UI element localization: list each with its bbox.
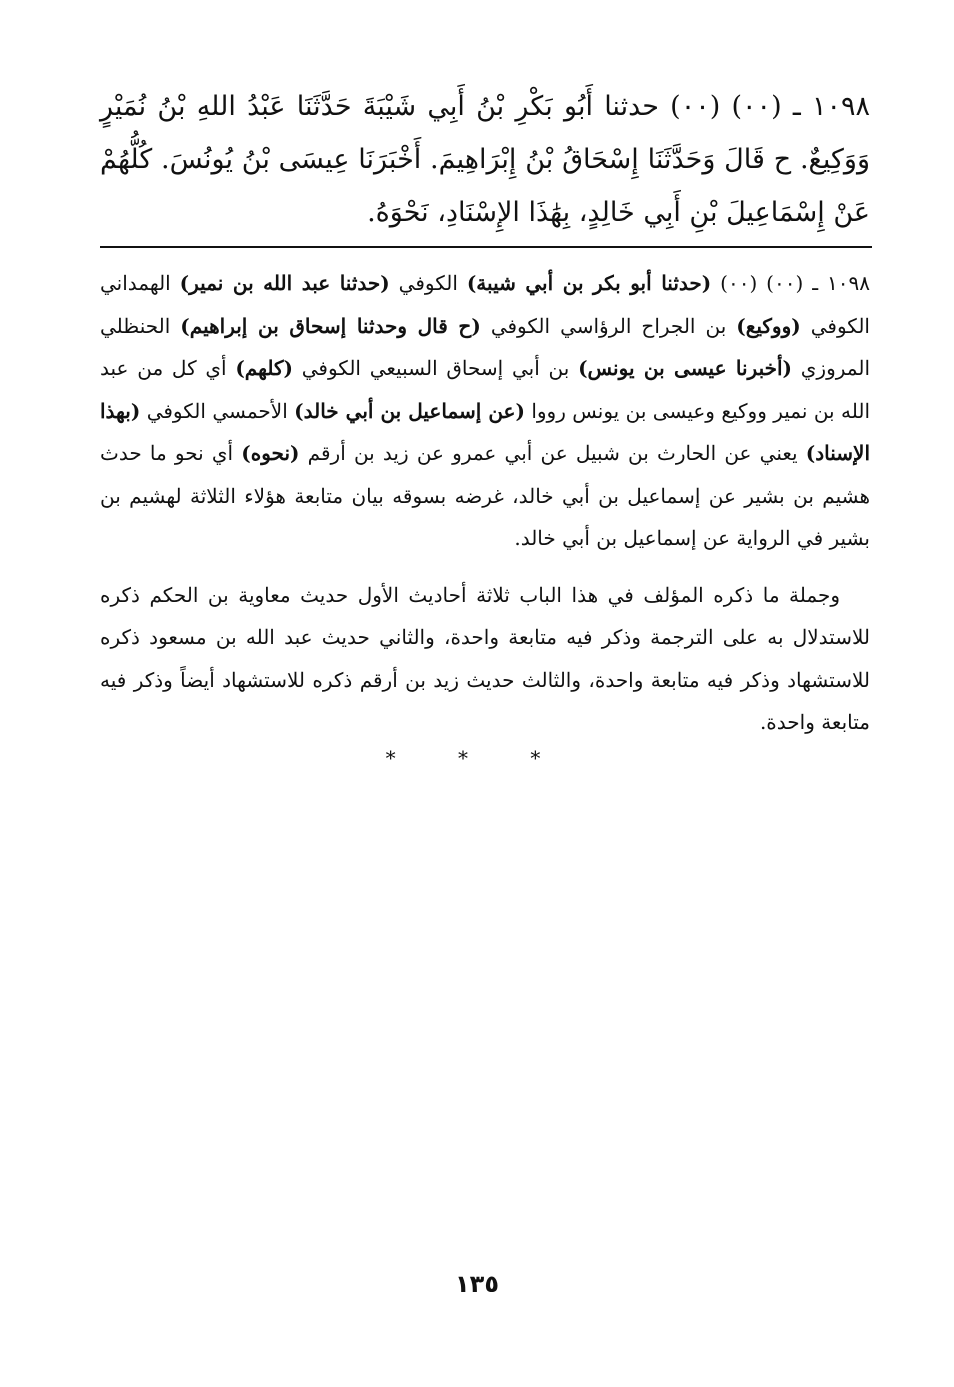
commentary-segment-bold: (نحوه) [241, 441, 300, 465]
commentary-segment-bold: (ووكيع) [736, 313, 801, 338]
page-number: ١٣٥ [455, 1270, 499, 1298]
commentary-segment-bold: (أخبرنا عيسى بن يونس) [578, 356, 793, 380]
commentary-segment: ١٠٩٨ ـ (٠٠) (٠٠) [711, 271, 870, 295]
commentary-paragraph-2: وجملة ما ذكره المؤلف في هذا الباب ثلاثة أحاديث الأول حديث معاوية بن الحكم ذكره للاستدلال به على الترجمة وذكر فيه متابعة واحدة، والثاني حديث عبد الله بن مسعود ذكره للاستشهاد وذكر فيه متابعة واحدة، والثالث حديث زيد بن أرقم ذكره للاستشهاد أيضاً وذكر فيه متابعة واحدة. [100, 582, 870, 734]
commentary-segment: أي نحو ما حدث هشيم بن بشير عن إسماعيل بن أبي خالد، غرضه بسوقه بيان متابعة هؤلاء الثلاثة لهشيم بن بشير في الرواية عن إسماعيل بن أبي خالد. [100, 441, 870, 550]
commentary-segment-bold: (حدثنا عبد الله بن نمير) [179, 271, 390, 295]
commentary-segment: الأحمسي الكوفي [140, 398, 295, 423]
commentary-section [100, 262, 870, 744]
footnote-divider [100, 246, 872, 248]
commentary-segment-bold: (عن إسماعيل بن أبي خالد) [294, 398, 525, 423]
hadith-text: ١٠٩٨ ـ (٠٠) (٠٠) حدثنا أَبُو بَكْرِ بْنُ أَبِي شَيْبَةَ حَدَّثَنَا عَبْدُ اللهِ بْنُ نُمَيْرٍ وَوَكِيعٌ. ح قَالَ وَحَدَّثَنَا إِسْحَاقُ بْنُ إِبْرَاهِيمَ. أَخْبَرَنَا عِيسَى بْنُ يُونُسَ. كُلُّهُمْ عَنْ إِسْمَاعِيلَ بْنِ أَبِي خَالِدٍ، بِهَٰذَا الإِسْنَادِ، نَحْوَهُ. [100, 91, 870, 228]
commentary-segment: أي كل من عبد الله بن نمير ووكيع وعيسى بن يونس رووا [100, 356, 871, 423]
commentary-segment: بن أبي إسحاق السبيعي الكوفي [292, 356, 579, 380]
commentary-segment-bold: (حدثنا أبو بكر بن أبي شيبة) [466, 271, 712, 295]
commentary-segment: الحنظلي المروزي [100, 313, 870, 380]
section-separator-stars: * * * [385, 746, 569, 770]
commentary-segment: الكوفي [389, 271, 467, 295]
commentary-segment: بن الجراح الرؤاسي الكوفي [480, 313, 737, 338]
commentary-segment: الهمداني الكوفي [100, 271, 870, 338]
commentary-segment-bold: (ح قال وحدثنا إسحاق بن إبراهيم) [180, 313, 481, 338]
commentary-paragraph-1 [100, 262, 870, 560]
commentary-segment-bold: (كلهم) [235, 356, 293, 380]
commentary-segment-bold: (بهذا الإسناد) [100, 398, 870, 465]
commentary-segment: يعني عن الحارث بن شبيل عن أبي عمرو عن زيد بن أرقم [299, 441, 806, 465]
